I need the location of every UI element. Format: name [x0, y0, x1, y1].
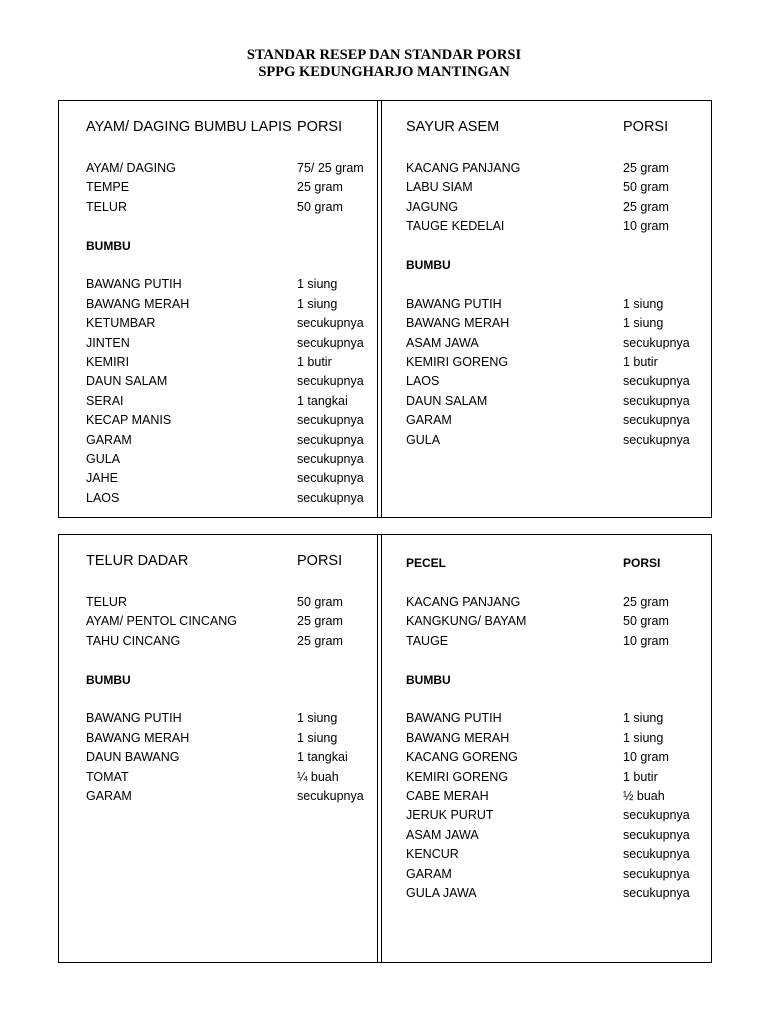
- bumbu-row: [59, 392, 378, 410]
- bumbu-row: [382, 334, 712, 352]
- bumbu-row: [59, 709, 378, 727]
- bumbu-row: [382, 314, 712, 332]
- recipe-panel-top: [58, 100, 712, 518]
- bumbu-name: BAWANG PUTIH: [86, 277, 182, 292]
- bumbu-row: [59, 787, 378, 805]
- bumbu-qty: secukupnya: [297, 432, 364, 447]
- bumbu-row: [382, 295, 712, 313]
- ingredient-name: TEMPE: [86, 180, 130, 195]
- document-title: [0, 47, 768, 81]
- ingredient-qty: 10 gram: [623, 633, 669, 648]
- bumbu-name: BAWANG MERAH: [406, 316, 510, 331]
- bumbu-qty: 1 siung: [297, 711, 338, 726]
- bumbu-name: GARAM: [86, 432, 132, 447]
- ingredient-name: TAUGE KEDELAI: [406, 219, 505, 234]
- bumbu-qty: ½ buah: [623, 789, 665, 803]
- bumbu-qty: 1 siung: [623, 296, 664, 311]
- bumbu-row: [382, 884, 712, 902]
- bumbu-name: GARAM: [406, 866, 452, 881]
- ingredient-row: [382, 217, 712, 235]
- bumbu-name: KEMIRI GORENG: [406, 355, 509, 369]
- ingredient-qty: 25 gram: [623, 199, 669, 214]
- bumbu-name: KEMIRI: [86, 355, 130, 369]
- bumbu-row: [382, 845, 712, 863]
- bumbu-name: GARAM: [406, 413, 452, 428]
- bumbu-name: ASAM JAWA: [406, 335, 479, 350]
- bumbu-qty: secukupnya: [623, 374, 690, 389]
- bumbu-row: [382, 372, 712, 390]
- bumbu-qty: secukupnya: [297, 413, 364, 428]
- bumbu-qty: 1 siung: [297, 730, 338, 745]
- bumbu-name: KENCUR: [406, 847, 459, 862]
- ingredient-qty: 50 gram: [297, 199, 343, 214]
- title-line-2: SPPG KEDUNGHARJO MANTINGAN: [258, 64, 510, 80]
- ingredient-qty: 25 gram: [623, 161, 669, 175]
- bumbu-qty: secukupnya: [297, 374, 364, 389]
- title-line-1: STANDAR RESEP DAN STANDAR PORSI: [246, 47, 522, 63]
- ingredient-qty: 25 gram: [623, 595, 669, 609]
- bumbu-row: [59, 431, 378, 449]
- bumbu-qty: secukupnya: [623, 847, 690, 862]
- bumbu-name: BAWANG PUTIH: [86, 711, 182, 726]
- bumbu-row: [59, 411, 378, 429]
- bumbu-row: [59, 469, 378, 487]
- bumbu-name: KECAP MANIS: [86, 413, 172, 428]
- bumbu-row: [59, 353, 378, 371]
- ingredient-row: [382, 612, 712, 630]
- bumbu-row: [382, 709, 712, 727]
- recipe-sayur-asem: [382, 101, 712, 517]
- ingredient-name: KACANG PANJANG: [406, 595, 521, 609]
- bumbu-row: [382, 411, 712, 429]
- ingredient-row: [59, 159, 378, 177]
- bumbu-qty: secukupnya: [297, 335, 364, 350]
- bumbu-name: DAUN BAWANG: [86, 750, 180, 765]
- recipe-header-row: [382, 554, 712, 572]
- ingredient-qty: 25 gram: [297, 180, 343, 195]
- bumbu-name: JERUK PURUT: [406, 808, 494, 823]
- bumbu-heading-row: [59, 237, 378, 255]
- ingredient-qty: 75/ 25 gram: [297, 161, 364, 175]
- porsi-label: PORSI: [297, 553, 343, 569]
- bumbu-qty: secukupnya: [623, 827, 690, 842]
- ingredient-row: [59, 612, 378, 630]
- ingredient-name: AYAM/ DAGING: [86, 161, 176, 175]
- bumbu-qty: secukupnya: [623, 413, 690, 428]
- porsi-label: PORSI: [623, 119, 669, 135]
- bumbu-row: [382, 865, 712, 883]
- ingredient-qty: 25 gram: [297, 614, 343, 629]
- bumbu-row: [59, 372, 378, 390]
- bumbu-heading: BUMBU: [86, 238, 131, 253]
- bumbu-row: [382, 729, 712, 747]
- bumbu-name: BAWANG MERAH: [406, 730, 510, 745]
- bumbu-heading-row: [59, 671, 378, 689]
- bumbu-name: GARAM: [86, 789, 132, 803]
- recipe-title: PECEL: [406, 556, 447, 570]
- bumbu-row: [59, 729, 378, 747]
- bumbu-name: DAUN SALAM: [86, 374, 168, 389]
- bumbu-qty: 10 gram: [623, 750, 669, 765]
- bumbu-name: JAHE: [86, 471, 118, 486]
- bumbu-row: [382, 392, 712, 410]
- bumbu-qty: 1 siung: [623, 730, 664, 745]
- recipe-panel-bottom: [58, 534, 712, 963]
- ingredient-row: [59, 198, 378, 216]
- ingredient-row: [382, 198, 712, 216]
- bumbu-qty: secukupnya: [297, 471, 364, 486]
- ingredient-name: TAHU CINCANG: [86, 633, 181, 648]
- ingredient-name: AYAM/ PENTOL CINCANG: [86, 614, 237, 629]
- ingredient-qty: 50 gram: [297, 595, 343, 609]
- ingredient-name: KACANG PANJANG: [406, 161, 521, 175]
- bumbu-heading: BUMBU: [406, 258, 451, 272]
- recipe-header-row: [382, 118, 712, 136]
- bumbu-row: [59, 275, 378, 293]
- bumbu-name: BAWANG MERAH: [86, 296, 190, 311]
- recipe-title: SAYUR ASEM: [406, 119, 500, 135]
- ingredient-row: [382, 593, 712, 611]
- ingredient-name: LABU SIAM: [406, 180, 473, 195]
- bumbu-qty: 1 tangkai: [297, 750, 348, 765]
- bumbu-name: BAWANG PUTIH: [406, 711, 502, 726]
- bumbu-name: KETUMBAR: [86, 316, 156, 331]
- bumbu-name: CABE MERAH: [406, 789, 489, 803]
- bumbu-name: GULA JAWA: [406, 886, 477, 900]
- porsi-label: PORSI: [297, 119, 343, 135]
- bumbu-qty: secukupnya: [297, 789, 364, 803]
- bumbu-name: SERAI: [86, 393, 124, 408]
- bumbu-row: [382, 748, 712, 766]
- bumbu-qty: secukupnya: [623, 886, 690, 900]
- bumbu-row: [59, 450, 378, 468]
- bumbu-qty: secukupnya: [297, 316, 364, 331]
- bumbu-heading-row: [382, 671, 712, 689]
- ingredient-qty: 25 gram: [297, 633, 343, 648]
- bumbu-row: [382, 806, 712, 824]
- bumbu-qty: ¼ buah: [297, 769, 339, 784]
- bumbu-qty: secukupnya: [623, 393, 690, 408]
- ingredient-name: JAGUNG: [406, 199, 459, 214]
- ingredient-row: [382, 178, 712, 196]
- ingredient-row: [382, 159, 712, 177]
- bumbu-name: LAOS: [86, 490, 120, 505]
- bumbu-qty: secukupnya: [297, 452, 364, 466]
- bumbu-row: [382, 787, 712, 805]
- recipe-header-row: [59, 552, 378, 570]
- ingredient-qty: 50 gram: [623, 180, 669, 195]
- recipe-telur-dadar: [59, 535, 378, 962]
- bumbu-qty: 1 butir: [297, 355, 332, 369]
- bumbu-qty: 1 tangkai: [297, 393, 348, 408]
- porsi-label: PORSI: [623, 556, 661, 570]
- bumbu-qty: secukupnya: [623, 866, 690, 881]
- ingredient-name: TELUR: [86, 595, 127, 609]
- recipe-ayam-daging-bumbu-lapis: [59, 101, 378, 517]
- bumbu-qty: 1 siung: [623, 711, 664, 726]
- recipe-pecel: [382, 535, 712, 962]
- bumbu-row: [59, 334, 378, 352]
- bumbu-qty: 1 butir: [623, 769, 658, 784]
- bumbu-name: BAWANG PUTIH: [406, 296, 502, 311]
- bumbu-qty: 1 siung: [623, 316, 664, 331]
- bumbu-row: [382, 431, 712, 449]
- ingredient-name: TELUR: [86, 199, 127, 214]
- bumbu-name: KACANG GORENG: [406, 750, 518, 765]
- bumbu-name: GULA: [406, 432, 441, 447]
- ingredient-qty: 10 gram: [623, 219, 669, 234]
- bumbu-name: JINTEN: [86, 335, 130, 350]
- bumbu-row: [382, 768, 712, 786]
- bumbu-name: LAOS: [406, 374, 440, 389]
- ingredient-name: KANGKUNG/ BAYAM: [406, 614, 527, 629]
- bumbu-name: BAWANG MERAH: [86, 730, 190, 745]
- bumbu-name: ASAM JAWA: [406, 827, 479, 842]
- ingredient-row: [59, 178, 378, 196]
- ingredient-qty: 50 gram: [623, 614, 669, 629]
- bumbu-heading-row: [382, 256, 712, 274]
- bumbu-qty: 1 butir: [623, 355, 658, 369]
- bumbu-name: GULA: [86, 452, 121, 466]
- bumbu-heading: BUMBU: [406, 672, 451, 687]
- bumbu-row: [382, 353, 712, 371]
- bumbu-qty: 1 siung: [297, 296, 338, 311]
- bumbu-row: [59, 748, 378, 766]
- ingredient-row: [382, 632, 712, 650]
- bumbu-name: TOMAT: [86, 769, 129, 784]
- bumbu-row: [59, 314, 378, 332]
- bumbu-row: [59, 295, 378, 313]
- bumbu-row: [59, 489, 378, 507]
- bumbu-heading: BUMBU: [86, 672, 131, 687]
- bumbu-row: [382, 826, 712, 844]
- bumbu-qty: secukupnya: [623, 808, 690, 823]
- recipe-header-row: [59, 118, 378, 136]
- bumbu-name: DAUN SALAM: [406, 393, 488, 408]
- ingredient-name: TAUGE: [406, 633, 449, 648]
- bumbu-qty: secukupnya: [623, 432, 690, 447]
- recipe-title: AYAM/ DAGING BUMBU LAPIS: [86, 119, 292, 135]
- ingredient-row: [59, 593, 378, 611]
- bumbu-qty: secukupnya: [623, 335, 690, 350]
- bumbu-row: [59, 768, 378, 786]
- bumbu-qty: 1 siung: [297, 277, 338, 292]
- ingredient-row: [59, 632, 378, 650]
- bumbu-name: KEMIRI GORENG: [406, 769, 509, 784]
- recipe-title: TELUR DADAR: [86, 553, 189, 569]
- bumbu-qty: secukupnya: [297, 490, 364, 505]
